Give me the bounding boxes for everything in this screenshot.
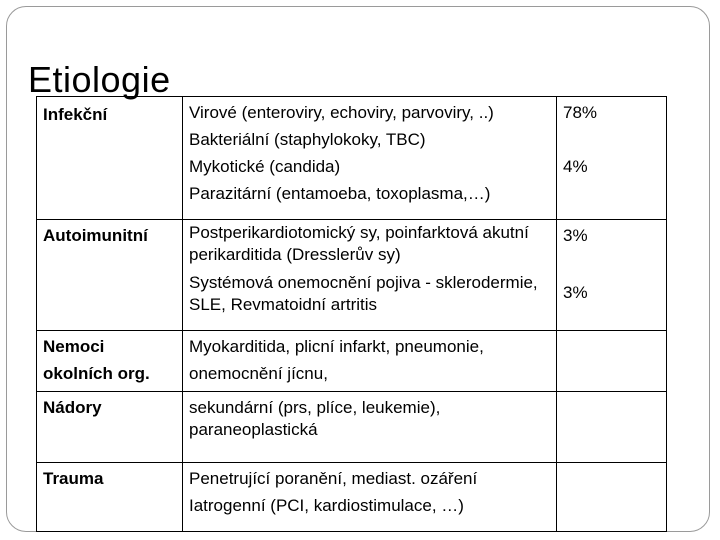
percent-value: [563, 126, 660, 153]
percent-cell: [557, 463, 667, 532]
category-cell: Autoimunitní: [37, 220, 183, 331]
table-row: [37, 392, 667, 463]
list-item: Postperikardiotomický sy, poinfarktová akutní perikarditida (Dresslerův sy): [189, 223, 529, 264]
page-title: Etiologie: [28, 59, 171, 100]
percent-value: 78%: [563, 103, 598, 122]
percent-cell: [557, 220, 667, 331]
table-row: [37, 97, 667, 220]
category-cell: Trauma: [37, 463, 183, 532]
list-item: Parazitární (entamoeba, toxoplasma,…): [189, 184, 491, 203]
percent-cell: [557, 331, 667, 392]
items-cell: [183, 463, 557, 532]
list-item: Myokarditida, plicní infarkt, pneumonie, onemocnění jícnu,: [189, 337, 484, 383]
items-cell: [183, 97, 557, 220]
percent-value: 4%: [563, 157, 588, 176]
list-item: sekundární (prs, plíce, leukemie), paraneoplastická: [189, 398, 441, 439]
category-cell: Nádory: [37, 392, 183, 463]
list-item: Systémová onemocnění pojiva - sklerodermie, SLE, Revmatoidní artritis: [189, 273, 538, 314]
items-cell: [183, 392, 557, 463]
list-item: Mykotické (candida): [189, 157, 341, 176]
list-item: Virové (enteroviry, echoviry, parvoviry, ..): [189, 103, 494, 122]
percent-cell: [557, 392, 667, 463]
percent-value: 3%: [563, 283, 588, 302]
table-row: [37, 220, 667, 331]
table-row: [37, 463, 667, 532]
percent-value: 3%: [563, 226, 588, 245]
list-item: Bakteriální (staphylokoky, TBC): [189, 130, 426, 149]
category-cell: Nemoci okolních org.: [37, 331, 183, 392]
percent-value: [563, 180, 660, 207]
percent-cell: [557, 97, 667, 220]
category-cell: Infekční: [37, 97, 183, 220]
etiology-table: [36, 96, 667, 532]
list-item: Penetrující poranění, mediast. ozáření: [189, 469, 478, 488]
items-cell: [183, 331, 557, 392]
items-cell: [183, 220, 557, 331]
list-item: Iatrogenní (PCI, kardiostimulace, …): [189, 496, 464, 515]
table-row: [37, 331, 667, 392]
